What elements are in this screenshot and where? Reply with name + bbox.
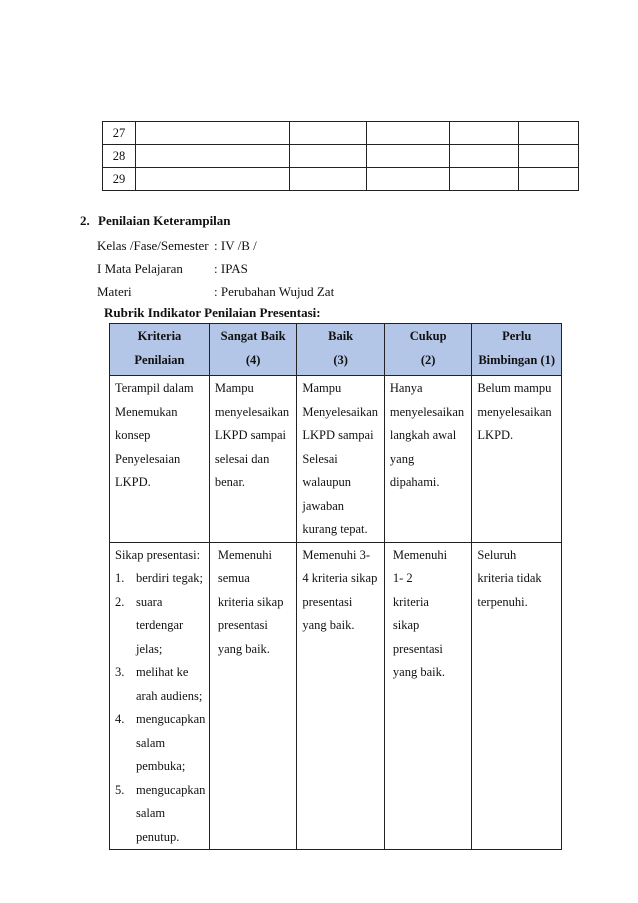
cell-line: Memenuhi bbox=[392, 547, 448, 562]
item-line: salam bbox=[136, 806, 166, 820]
cell-line: yang baik. bbox=[217, 641, 270, 656]
list-item bbox=[115, 708, 207, 779]
cell-line: walaupun bbox=[302, 475, 351, 489]
header-line: Cukup bbox=[409, 329, 447, 343]
item-line: salam bbox=[136, 735, 166, 750]
cell-line: jawaban bbox=[302, 498, 345, 513]
row-number: 28 bbox=[103, 145, 136, 168]
info-value: : Perubahan Wujud Zat bbox=[214, 284, 335, 299]
section-heading bbox=[80, 213, 231, 229]
score-cell bbox=[472, 542, 562, 850]
item-line: suara bbox=[136, 594, 163, 609]
header-line: Sangat Baik bbox=[220, 329, 286, 343]
cell-line: menyelesaikan bbox=[214, 404, 290, 419]
score-cell bbox=[209, 376, 297, 543]
table-row bbox=[103, 145, 579, 168]
cell-line: menyelesaikan bbox=[389, 404, 465, 419]
cell-line: sikap bbox=[392, 618, 420, 632]
empty-cell bbox=[450, 145, 519, 168]
cell-line: Menyelesaikan bbox=[302, 404, 379, 419]
column-header bbox=[209, 324, 297, 376]
empty-cell bbox=[450, 168, 519, 191]
cell-line: 1- 2 bbox=[392, 571, 413, 585]
column-header bbox=[472, 324, 562, 376]
item-line: arah audiens; bbox=[136, 688, 203, 703]
cell-line: Memenuhi bbox=[217, 547, 273, 562]
cell-line: yang baik. bbox=[392, 665, 445, 679]
empty-cell bbox=[519, 145, 579, 168]
list-marker: 5. bbox=[115, 782, 125, 797]
empty-cell bbox=[136, 168, 290, 191]
list-item bbox=[115, 591, 207, 662]
cell-line: Belum mampu bbox=[477, 381, 552, 395]
table-row bbox=[103, 122, 579, 145]
header-line: Baik bbox=[328, 329, 354, 343]
section-title: Penilaian Keterampilan bbox=[98, 213, 231, 228]
item-line: mengucapkan bbox=[136, 712, 206, 726]
score-cell bbox=[209, 542, 297, 850]
item-line: jelas; bbox=[136, 641, 163, 656]
score-cell bbox=[384, 376, 472, 543]
list-item bbox=[115, 779, 207, 850]
empty-cell bbox=[290, 145, 367, 168]
section-number: 2. bbox=[80, 213, 90, 228]
cell-line: 4 kriteria sikap bbox=[302, 571, 378, 585]
info-value: : IV /B / bbox=[214, 238, 257, 253]
empty-cell bbox=[290, 122, 367, 145]
info-label: Materi bbox=[97, 284, 132, 299]
cell-line: benar. bbox=[214, 475, 246, 489]
cell-line: menyelesaikan bbox=[477, 404, 552, 419]
cell-line: dipahami. bbox=[389, 475, 440, 489]
table-row bbox=[103, 168, 579, 191]
rubric-table bbox=[109, 323, 562, 850]
cell-line: Seluruh bbox=[477, 547, 517, 562]
header-line: (2) bbox=[420, 352, 436, 367]
criteria-cell bbox=[110, 542, 210, 850]
cell-line: langkah awal bbox=[389, 428, 457, 442]
header-line: (3) bbox=[333, 352, 348, 367]
item-line: terdengar bbox=[136, 618, 184, 632]
empty-cell bbox=[519, 168, 579, 191]
list-marker: 2. bbox=[115, 594, 125, 609]
empty-cell bbox=[367, 145, 450, 168]
cell-line: Memenuhi 3- bbox=[302, 547, 371, 562]
cell-line: kurang tepat. bbox=[302, 522, 368, 536]
empty-cell bbox=[136, 122, 290, 145]
cell-line: Penyelesaian bbox=[115, 451, 181, 466]
cell-line: selesai dan bbox=[214, 451, 270, 466]
cell-line: kriteria bbox=[392, 594, 429, 609]
cell-line: kriteria sikap bbox=[217, 594, 284, 609]
column-header bbox=[110, 324, 210, 376]
score-cell bbox=[384, 542, 472, 850]
header-line: Kriteria bbox=[137, 329, 182, 343]
score-table bbox=[102, 121, 579, 191]
empty-cell bbox=[290, 168, 367, 191]
score-table-body bbox=[103, 122, 579, 191]
header-line: (4) bbox=[245, 352, 261, 367]
list-item bbox=[115, 661, 207, 708]
rubric-title: Rubrik Indikator Penilaian Presentasi: bbox=[104, 305, 321, 320]
cell-line: LKPD. bbox=[477, 428, 514, 442]
item-line: pembuka; bbox=[136, 759, 186, 773]
rubric-row-attitude bbox=[110, 542, 562, 850]
cell-line: LKPD sampai bbox=[302, 428, 374, 442]
column-header bbox=[297, 324, 385, 376]
item-line: berdiri tegak; bbox=[136, 571, 203, 585]
cell-line: Terampil dalam bbox=[115, 381, 194, 395]
header-line: Penilaian bbox=[134, 352, 185, 367]
rubric-header-row bbox=[110, 324, 562, 376]
info-value: : IPAS bbox=[214, 261, 248, 276]
item-line: penutup. bbox=[136, 829, 180, 844]
header-line: Bimbingan (1) bbox=[478, 352, 556, 367]
header-line: Perlu bbox=[502, 329, 532, 343]
list-marker: 1. bbox=[115, 571, 125, 585]
cell-line: presentasi bbox=[217, 618, 268, 632]
list-marker: 3. bbox=[115, 665, 125, 679]
info-label: Kelas /Fase/Semester bbox=[97, 238, 209, 253]
rubric-row-skill bbox=[110, 376, 562, 543]
empty-cell bbox=[450, 122, 519, 145]
criteria-cell bbox=[110, 376, 210, 543]
row-number: 27 bbox=[103, 122, 136, 145]
cell-line: Mampu bbox=[302, 381, 342, 395]
empty-cell bbox=[367, 168, 450, 191]
cell-line: Mampu bbox=[214, 381, 254, 395]
cell-line: kriteria tidak bbox=[477, 571, 542, 585]
info-line-class bbox=[97, 238, 257, 254]
cell-line: semua bbox=[217, 571, 250, 585]
list-item bbox=[115, 567, 207, 591]
info-label: I Mata Pelajaran bbox=[97, 261, 183, 276]
cell-line: presentasi bbox=[302, 594, 353, 609]
cell-line: Selesai bbox=[302, 451, 338, 466]
item-line: mengucapkan bbox=[136, 782, 206, 797]
cell-line: terpenuhi. bbox=[477, 594, 528, 609]
cell-line: yang bbox=[389, 451, 415, 466]
item-line: melihat ke bbox=[136, 665, 189, 679]
list-marker: 4. bbox=[115, 712, 125, 726]
empty-cell bbox=[136, 145, 290, 168]
row-number: 29 bbox=[103, 168, 136, 191]
empty-cell bbox=[367, 122, 450, 145]
info-line-material bbox=[97, 284, 334, 300]
criteria-list bbox=[115, 567, 207, 849]
info-line-subject bbox=[97, 261, 248, 277]
score-cell bbox=[297, 542, 385, 850]
score-cell bbox=[297, 376, 385, 543]
cell-line: LKPD. bbox=[115, 475, 151, 489]
cell-line: presentasi bbox=[392, 641, 443, 656]
empty-cell bbox=[519, 122, 579, 145]
cell-line: Menemukan bbox=[115, 404, 178, 419]
cell-line: yang baik. bbox=[302, 618, 355, 632]
score-cell bbox=[472, 376, 562, 543]
column-header bbox=[384, 324, 472, 376]
cell-line: Hanya bbox=[389, 381, 423, 395]
cell-line: LKPD sampai bbox=[214, 428, 287, 442]
criteria-label: Sikap presentasi: bbox=[115, 547, 201, 562]
cell-line: konsep bbox=[115, 428, 151, 442]
